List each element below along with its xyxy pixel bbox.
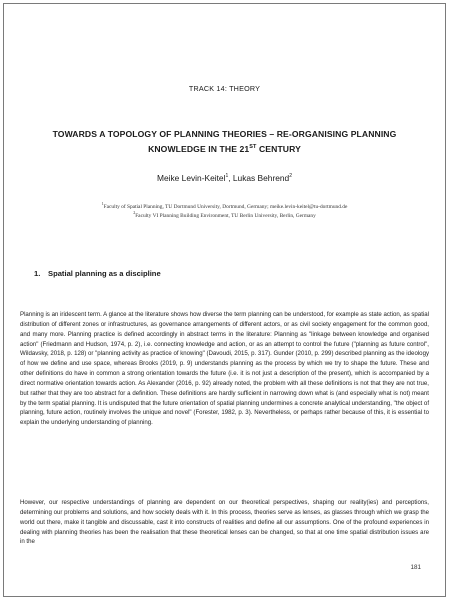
body-paragraph: However, our respective understandings of planning are dependent on our theoretical perspectives, shaping our reality(ies) and perceptions, determining our problems and solutions, and how society deals with it. In this process, theories serve as lenses, as glasses through which we grasp the world out there, make it tangible and discussable, cast it into constructs of realities and define all our assumptions. One of the profound experiences in dealing with planning theories has been the realisation that these theoretical lenses can be changed, so that at one time spatial distribution issues are in the: [20, 499, 429, 546]
affiliation-text: Faculty VI Planning Building Environment, TU Berlin University, Berlin, Germany: [135, 212, 316, 219]
author-affiliation-mark: 2: [289, 173, 292, 180]
affiliation-2: [4, 210, 445, 219]
track-header: TRACK 14: THEORY: [188, 84, 261, 93]
paper-title: [34, 128, 415, 155]
affiliation-1: [4, 201, 445, 210]
document-page: [3, 3, 446, 597]
author-name: Lukas Behrend: [232, 173, 290, 183]
paper-title-superscript: ST: [249, 143, 257, 150]
author-separator: ,: [228, 173, 233, 183]
section-title: Spatial planning as a discipline: [48, 269, 161, 278]
page-number: 181: [410, 564, 421, 571]
affiliation-mark: 1: [101, 201, 104, 206]
paper-title-end: CENTURY: [256, 143, 301, 154]
section-heading: [26, 269, 161, 278]
body-paragraph: Planning is an iridescent term. A glance at the literature shows how diverse the term planning can be understood, for example as state action, as spatial distribution of different zones or infrastructures, as governance arrangements of different actors, or as civil society engagement for the common good, and many more. Planning practice is defined accordingly in abstract terms in the literature: Planning as "linkage between knowledge and organised action" (Friedmann and Hudson, 1974, p. 2), i.e. connecting knowledge and action, or as an attempt to control the future ("planning as future control", Wildavsky, 2018, p. 128) or "planning activity as practice of knowing" (Davoudi, 2015, p. 317). Gunder (2010, p. 299) described planning as the ideology of how we define and use space, whereas Brooks (2019, p. 9) understands planning as the process by which we try to shape the future. These and other definitions do have in common a strong orientation towards the future (i.e. it is not just a description of the present), which is accompanied by a direct normative orientation towards action. As Alexander (2016, p. 92) already noted, the problem with all these definitions is not that they are not true, but rather that they are too abstract for a definition. These definitions are hardly sufficient in narrowing down what is (and especially what is not) meant by the term spatial planning. It is undisputed that the future orientation of spatial planning undermines a concrete analytical understanding, "the object of planning, future action, routinely involves the unique and novel" (Forester, 1982, p. 3). Nevertheless, or perhaps rather because of this, it is essential to explain the underlying understanding of planning.: [20, 311, 430, 427]
author-name: Meike Levin-Keitel: [157, 173, 226, 183]
author-affiliation-mark: 1: [225, 173, 229, 180]
affiliation-text: Faculty of Spatial Planning, TU Dortmund University, Dortmund, Germany; meike.levin-keitel@tu-dortmund.de: [103, 203, 348, 210]
section-number: 1.: [34, 269, 41, 278]
affiliation-mark: 2: [133, 210, 136, 215]
paper-title-main: TOWARDS A TOPOLOGY OF PLANNING THEORIES – RE-ORGANISING PLANNING KNOWLEDGE IN THE 21: [52, 129, 397, 154]
author-line: [4, 173, 445, 183]
